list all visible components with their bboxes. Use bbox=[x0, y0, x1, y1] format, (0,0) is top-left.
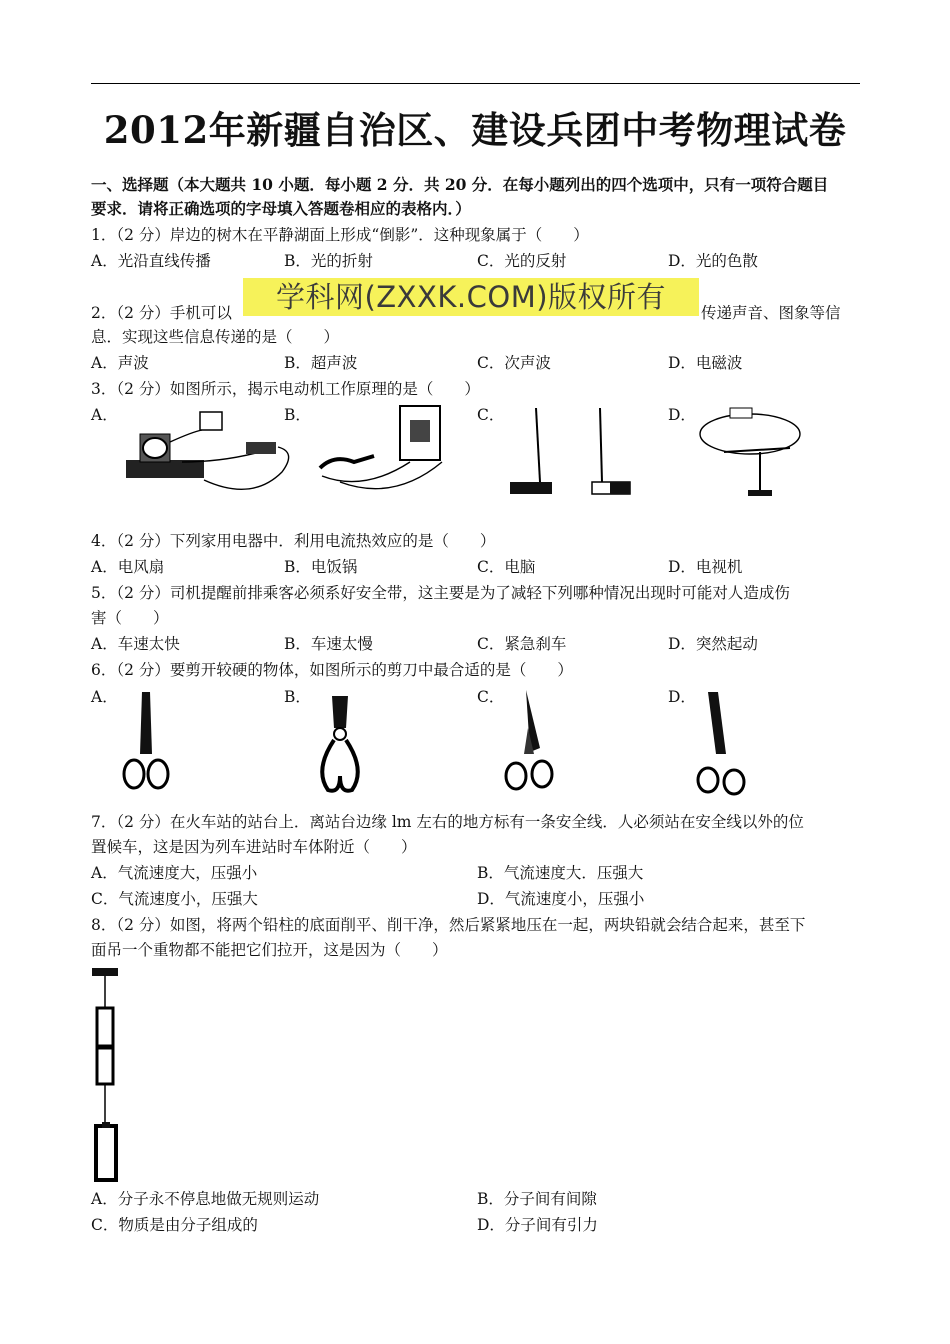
q7-option-c: C．气流速度小，压强大 bbox=[91, 890, 258, 908]
q3-figure-b-galvanometer bbox=[314, 402, 454, 498]
q4-option-c: C．电脑 bbox=[477, 558, 536, 576]
q8-option-b: B．分子间有间隙 bbox=[477, 1190, 597, 1208]
q5-option-a: A．车速太快 bbox=[91, 635, 180, 653]
q6-option-a: A． bbox=[91, 688, 118, 706]
section-heading-line1: 一、选择题（本大题共 10 小题．每小题 2 分．共 20 分．在每小题列出的四个选项中，只有一项符合题目 bbox=[91, 175, 829, 194]
q1-option-a: A．光沿直线传播 bbox=[91, 252, 211, 270]
q3-figure-a-generator bbox=[122, 402, 298, 496]
q6-scissors-c bbox=[500, 688, 562, 800]
q6-scissors-d bbox=[694, 688, 750, 800]
top-rule bbox=[91, 83, 860, 84]
q1-option-c: C．光的反射 bbox=[477, 252, 567, 270]
q2-stem-part1: 2．（2 分）手机可以 bbox=[91, 304, 232, 322]
q3-figure-c-magnets bbox=[506, 404, 634, 498]
q1-option-b: B．光的折射 bbox=[284, 252, 373, 270]
q5-stem: 5．（2 分）司机提醒前排乘客必须系好安全带，这主要是为了减轻下列哪种情况出现时可能对人造成伤 bbox=[91, 584, 790, 602]
q6-scissors-b bbox=[310, 690, 370, 800]
q3-figure-d-compass bbox=[694, 402, 806, 500]
q3-option-c: C． bbox=[477, 406, 505, 424]
q5-option-b: B．车速太慢 bbox=[284, 635, 373, 653]
q2-stem-part2: 传递声音、图象等信 bbox=[701, 304, 841, 322]
q3-option-d: D． bbox=[668, 406, 696, 424]
q8-option-c: C．物质是由分子组成的 bbox=[91, 1216, 258, 1234]
q7-option-d: D．气流速度小，压强小 bbox=[477, 890, 645, 908]
q7-option-a: A．气流速度大，压强小 bbox=[91, 864, 258, 882]
q1-stem: 1．（2 分）岸边的树木在平静湖面上形成“倒影”．这种现象属于（ ） bbox=[91, 226, 589, 244]
q6-option-c: C． bbox=[477, 688, 505, 706]
watermark-banner: 学科网(ZXXK.COM)版权所有 bbox=[243, 278, 699, 316]
q1-option-d: D．光的色散 bbox=[668, 252, 758, 270]
q3-option-a: A． bbox=[91, 406, 118, 424]
page-title: 2012年新疆自治区、建设兵团中考物理试卷 bbox=[103, 108, 847, 152]
q4-option-d: D．电视机 bbox=[668, 558, 743, 576]
q6-option-d: D． bbox=[668, 688, 696, 706]
q3-stem: 3．（2 分）如图所示，揭示电动机工作原理的是（ ） bbox=[91, 380, 480, 398]
q8-option-d: D．分子间有引力 bbox=[477, 1216, 598, 1234]
q7-stem: 7．（2 分）在火车站的站台上．离站台边缘 lm 左右的地方标有一条安全线．人必须站在安全线以外的位 bbox=[91, 813, 804, 831]
section-heading-line2: 要求．请将正确选项的字母填入答题卷相应的表格内．） bbox=[91, 199, 471, 218]
q6-option-b: B． bbox=[284, 688, 311, 706]
q4-option-a: A．电风扇 bbox=[91, 558, 165, 576]
q6-scissors-a bbox=[120, 688, 172, 800]
q8-lead-cylinders-figure bbox=[90, 966, 124, 1184]
q7-option-b: B．气流速度大．压强大 bbox=[477, 864, 644, 882]
q8-stem-line2: 面吊一个重物都不能把它们拉开，这是因为（ ） bbox=[91, 941, 448, 959]
q6-stem: 6．（2 分）要剪开较硬的物体，如图所示的剪刀中最合适的是（ ） bbox=[91, 661, 573, 679]
q5-stem-line2: 害（ ） bbox=[91, 609, 169, 627]
q2-option-a: A．声波 bbox=[91, 354, 149, 372]
q7-stem-line2: 置候车，这是因为列车进站时车体附近（ ） bbox=[91, 838, 417, 856]
q2-stem-line2: 息．实现这些信息传递的是（ ） bbox=[91, 328, 340, 346]
q4-option-b: B．电饭锅 bbox=[284, 558, 358, 576]
q3-option-b: B． bbox=[284, 406, 311, 424]
q2-option-d: D．电磁波 bbox=[668, 354, 743, 372]
q8-stem: 8．（2 分）如图，将两个铅柱的底面削平、削干净，然后紧紧地压在一起，两块铅就会结合起来，甚至下 bbox=[91, 916, 806, 934]
q2-option-b: B．超声波 bbox=[284, 354, 358, 372]
q4-stem: 4．（2 分）下列家用电器中．利用电流热效应的是（ ） bbox=[91, 532, 496, 550]
q5-option-c: C．紧急刹车 bbox=[477, 635, 567, 653]
q2-option-c: C．次声波 bbox=[477, 354, 551, 372]
q5-option-d: D．突然起动 bbox=[668, 635, 758, 653]
q8-option-a: A．分子永不停息地做无规则运动 bbox=[91, 1190, 320, 1208]
